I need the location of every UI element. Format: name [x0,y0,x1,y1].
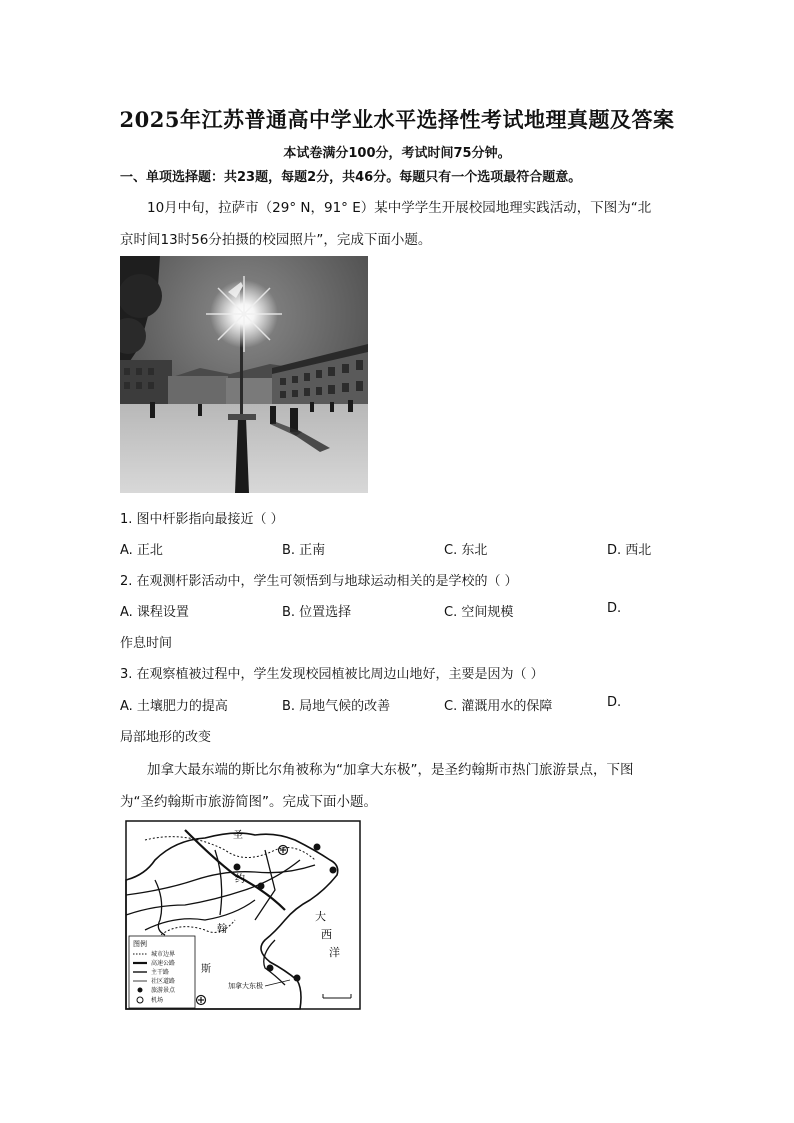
map-label-da: 大 [315,910,326,923]
passage1-line1: 10月中旬，拉萨市（29° N，91° E）某中学学生开展校园地理实践活动，下图为“北 [147,200,652,216]
legend-city-boundary: 城市边界 [151,951,176,958]
q2-option-a: A. 课程设置 [120,605,189,620]
campus-photo [120,256,368,493]
q2-option-d-text: 作息时间 [120,636,173,651]
q1-option-a: A. 正北 [120,543,163,558]
q3-option-b: B. 局地气候的改善 [282,699,391,714]
question-3: 3. 在观察植被过程中，学生发现校园植被比周边山地好，主要是因为（ ） [120,667,544,682]
q3-option-c: C. 灌溉用水的保障 [444,699,553,714]
question-1: 1. 图中杆影指向最接近（ ） [120,512,284,527]
legend-main-road: 主干路 [151,969,170,976]
legend-title: 图例 [133,940,147,948]
legend-airport: 机场 [151,997,164,1004]
tourism-map [125,820,361,1010]
map-label-han: 翰 [217,924,227,935]
q2-option-c: C. 空间规模 [444,605,514,620]
map-label-yue: 约 [235,874,245,885]
legend-highway: 高速公路 [151,960,176,967]
q1-option-c: C. 东北 [444,543,488,558]
q3-option-d: D. [607,695,622,710]
q1-option-d: D. 西北 [607,543,652,558]
legend-scenic-spot: 旅游景点 [151,987,176,994]
passage1-line2: 京时间13时56分拍摄的校园照片”，完成下面小题。 [120,232,432,248]
map-label-yang: 洋 [329,946,340,959]
q3-option-a: A. 土壤肥力的提高 [120,699,228,714]
q2-option-d: D. [607,601,622,616]
q1-option-b: B. 正南 [282,543,326,558]
legend-community-road: 社区道路 [151,978,176,985]
question-2: 2. 在观测杆影活动中，学生可领悟到与地球运动相关的是学校的（ ） [120,574,518,589]
page-title: 2025年江苏普通高中学业水平选择性考试地理真题及答案 [119,107,675,132]
map-label-si: 斯 [201,964,211,975]
q2-option-b: B. 位置选择 [282,605,352,620]
passage2-line1: 加拿大最东端的斯比尔角被称为“加拿大东极”，是圣约翰斯市热门旅游景点，下图 [147,762,634,778]
map-label-cape: 加拿大东极 [228,982,263,990]
exam-info: 本试卷满分100分，考试时间75分钟。 [283,146,511,161]
map-label-sheng: 圣 [233,830,243,841]
map-label-xi: 西 [321,928,332,941]
passage2-line2: 为“圣约翰斯市旅游简图”。完成下面小题。 [120,794,377,810]
q3-option-d-text: 局部地形的改变 [120,730,212,745]
section-heading: 一、单项选择题：共23题，每题2分，共46分。每题只有一个选项最符合题意。 [120,170,582,185]
